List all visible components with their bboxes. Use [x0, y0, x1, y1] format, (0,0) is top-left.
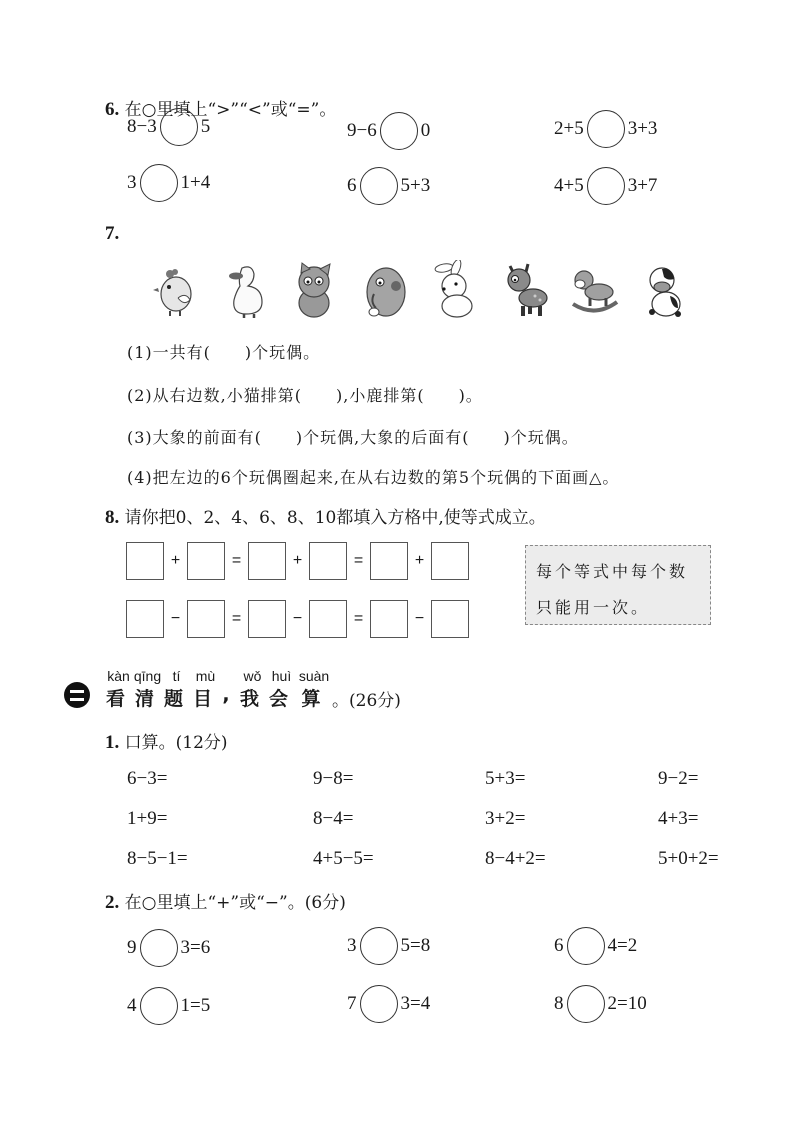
plus-sign: + [414, 552, 425, 569]
pinyin: wǒ [243, 668, 262, 684]
expr-right: 3+3 [627, 118, 658, 139]
q6-item-3 [554, 110, 657, 148]
answer-circle[interactable] [380, 112, 418, 150]
title-char: 算 [301, 688, 327, 710]
calc-item: 4+3= [658, 808, 699, 829]
deer-toy-icon [500, 260, 550, 320]
title-char-group [162, 668, 191, 711]
answer-circle[interactable] [140, 929, 178, 967]
title-char: 会 [268, 688, 294, 710]
expr-right: 3=4 [400, 993, 431, 1014]
q6-item-1 [127, 108, 210, 146]
q7-title [105, 223, 119, 245]
hint-line-1: 每个等式中每个数 [536, 562, 689, 581]
expr-left: 4+5 [554, 175, 584, 196]
q8-hint-note [525, 545, 711, 625]
answer-box[interactable] [370, 600, 408, 638]
q8-title [105, 503, 546, 529]
q6-item-5 [347, 167, 430, 205]
q7-number: 7. [105, 223, 120, 244]
expr-right: 4=2 [607, 935, 638, 956]
pinyin: kàn [107, 668, 130, 684]
expr-left: 9−6 [347, 120, 377, 141]
answer-box[interactable] [431, 542, 469, 580]
title-char: 题 [163, 688, 189, 710]
title-char: 目 [192, 688, 218, 710]
section2-score: 。(26分) [332, 691, 401, 711]
cat-toy-icon [290, 260, 340, 320]
calc-item: 6−3= [127, 768, 168, 789]
answer-box[interactable] [126, 600, 164, 638]
expr-left: 7 [347, 993, 357, 1014]
q7-sub-4: (4)把左边的6个玩偶圈起来,在从右边数的第5个玩偶的下面画△。 [127, 468, 620, 487]
calc-item: 8−4+2= [485, 848, 546, 869]
cow-toy-icon [640, 260, 690, 320]
section-badge-icon [64, 682, 90, 708]
equals-sign: = [231, 552, 242, 569]
q8-number: 8. [105, 507, 120, 528]
calc-item: 1+9= [127, 808, 168, 829]
answer-box[interactable] [370, 542, 408, 580]
calc-item: 8−5−1= [127, 848, 188, 869]
answer-circle[interactable] [140, 164, 178, 202]
q7-sub-3: (3)大象的前面有( )个玩偶,大象的后面有( )个玩偶。 [127, 428, 579, 447]
answer-box[interactable] [248, 542, 286, 580]
answer-circle[interactable] [140, 987, 178, 1025]
title-char-group [191, 668, 220, 711]
title-char-group [267, 668, 296, 711]
s2q1-title [105, 728, 228, 754]
s2q2-item-3 [554, 927, 637, 965]
answer-box[interactable] [187, 600, 225, 638]
expr-left: 8−3 [127, 116, 157, 137]
q6-item-6 [554, 167, 657, 205]
title-char: 清 [134, 688, 160, 710]
expr-right: 1+4 [180, 172, 211, 193]
minus-sign: − [414, 610, 425, 627]
s2q2-item-4 [127, 987, 210, 1025]
expr-right: 5=8 [400, 935, 431, 956]
s2q1-instruction: 口算。(12分) [124, 733, 228, 753]
s2q2-item-2 [347, 927, 430, 965]
pinyin: tí [172, 668, 181, 684]
elephant-toy-icon [360, 260, 410, 320]
title-char-group [296, 668, 332, 711]
title-char-group [220, 668, 238, 711]
pinyin: mù [195, 668, 216, 684]
q8-instruction: 请你把0、2、4、6、8、10都填入方格中,使等式成立。 [124, 508, 546, 528]
plus-sign: + [292, 552, 303, 569]
answer-circle[interactable] [567, 927, 605, 965]
expr-left: 4 [127, 995, 137, 1016]
s2q1-number: 1. [105, 732, 120, 753]
calc-item: 9−2= [658, 768, 699, 789]
expr-left: 2+5 [554, 118, 584, 139]
answer-box[interactable] [187, 542, 225, 580]
calc-item: 8−4= [313, 808, 354, 829]
answer-box[interactable] [126, 542, 164, 580]
minus-sign: − [292, 610, 303, 627]
expr-right: 3=6 [180, 937, 211, 958]
title-char-group [238, 668, 267, 711]
title-char: 看 [105, 688, 131, 710]
expr-right: 3+7 [627, 175, 658, 196]
q6-number: 6. [105, 99, 120, 120]
title-score-group [332, 668, 401, 711]
s2q2-item-5 [347, 985, 430, 1023]
title-char-group [133, 668, 162, 711]
toy-row [150, 260, 690, 320]
minus-sign: − [170, 610, 181, 627]
expr-right: 2=10 [607, 993, 647, 1014]
answer-circle[interactable] [360, 985, 398, 1023]
s2q2-item-1 [127, 929, 210, 967]
calc-item: 5+0+2= [658, 848, 719, 869]
answer-circle[interactable] [360, 927, 398, 965]
q8-addition-row [126, 542, 469, 580]
s2q2-title [105, 888, 346, 914]
calc-item: 9−8= [313, 768, 354, 789]
q6-item-4 [127, 164, 210, 202]
equals-sign: = [353, 610, 364, 627]
answer-box[interactable] [248, 600, 286, 638]
pinyin: qīng [133, 668, 162, 684]
answer-box[interactable] [309, 542, 347, 580]
answer-box[interactable] [431, 600, 469, 638]
rabbit-toy-icon [430, 260, 480, 320]
plus-sign: + [170, 552, 181, 569]
expr-left: 6 [554, 935, 564, 956]
expr-right: 5 [200, 116, 211, 137]
answer-circle[interactable] [160, 108, 198, 146]
calc-item: 3+2= [485, 808, 526, 829]
pinyin: suàn [298, 668, 330, 684]
q7-sub-1: (1)一共有( )个玩偶。 [127, 343, 321, 362]
pinyin [227, 668, 231, 684]
s2q2-instruction: 在○里填上“+”或“−”。(6分) [124, 893, 346, 913]
answer-circle[interactable] [587, 167, 625, 205]
section2-title [104, 668, 401, 711]
expr-left: 9 [127, 937, 137, 958]
title-char-group [104, 668, 133, 711]
equals-sign: = [353, 552, 364, 569]
expr-right: 1=5 [180, 995, 211, 1016]
answer-circle[interactable] [587, 110, 625, 148]
calc-item: 4+5−5= [313, 848, 374, 869]
s2q2-item-6 [554, 985, 647, 1023]
chick-toy-icon [150, 260, 200, 320]
answer-circle[interactable] [360, 167, 398, 205]
duck-toy-icon [220, 260, 270, 320]
expr-right: 5+3 [400, 175, 431, 196]
q6-item-2 [347, 112, 430, 150]
title-char: , [222, 684, 236, 706]
title-char: 我 [239, 688, 265, 710]
hint-line-2: 只能用一次。 [536, 598, 651, 617]
expr-left: 3 [127, 172, 137, 193]
q6-instruction: 在○里填上“>”“<”或“=”。 [124, 100, 337, 120]
expr-left: 8 [554, 993, 564, 1014]
expr-left: 3 [347, 935, 357, 956]
pinyin: huì [271, 668, 292, 684]
answer-box[interactable] [309, 600, 347, 638]
q8-subtraction-row [126, 600, 469, 638]
rocking-horse-toy-icon [570, 260, 620, 320]
expr-right: 0 [420, 120, 431, 141]
q7-sub-2: (2)从右边数,小猫排第( ),小鹿排第( )。 [127, 386, 483, 405]
equals-sign: = [231, 610, 242, 627]
answer-circle[interactable] [567, 985, 605, 1023]
s2q2-number: 2. [105, 892, 120, 913]
expr-left: 6 [347, 175, 357, 196]
calc-item: 5+3= [485, 768, 526, 789]
